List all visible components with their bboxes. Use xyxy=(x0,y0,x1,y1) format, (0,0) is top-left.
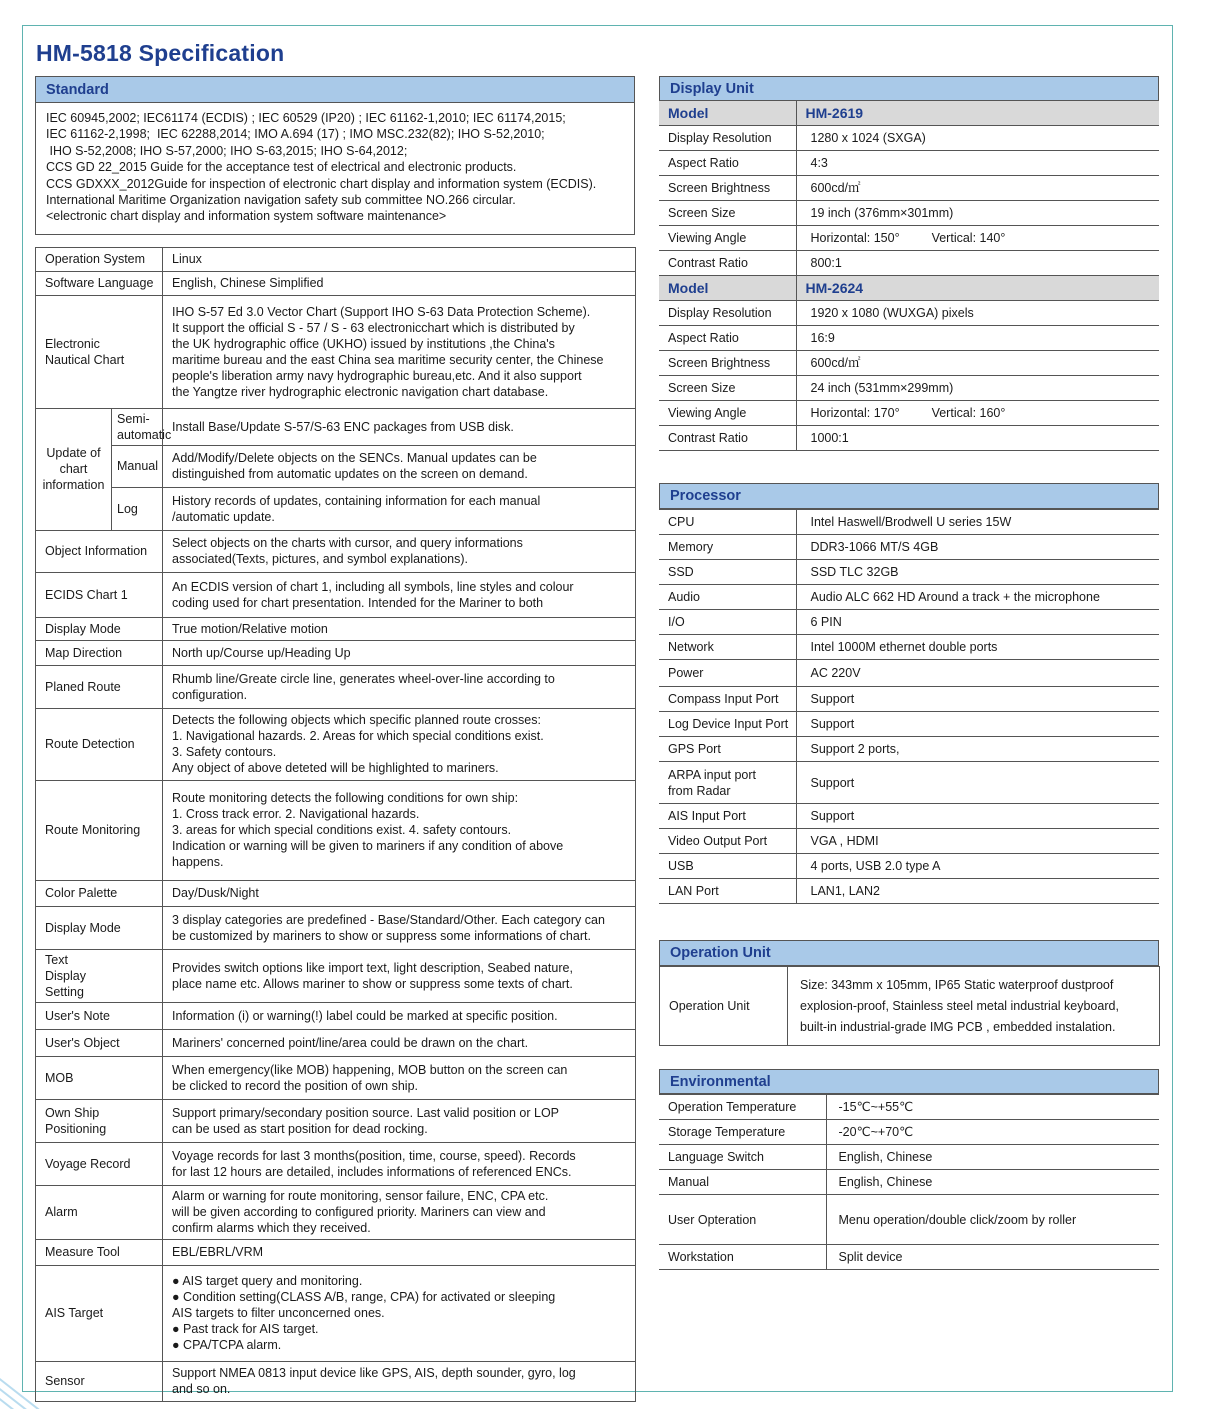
processor-value: Intel Haswell/Brodwell U series 15W xyxy=(796,510,1159,535)
feature-line: 3. areas for which special conditions exist. 4. safety contours. xyxy=(172,823,512,838)
processor-row xyxy=(659,829,1159,854)
feature-line: 1. Cross track error. 2. Navigational hazards. xyxy=(172,807,420,822)
processor-value: 6 PIN xyxy=(796,610,1159,635)
spec-value: 600cd/㎡ xyxy=(796,176,1159,201)
model-name: HM-2619 xyxy=(796,101,1159,126)
feature-label: Display Mode xyxy=(36,617,163,640)
operation-unit-line: Size: 343mm x 105mm, IP65 Static waterproof dustproof xyxy=(800,977,1114,992)
update-line: /automatic update. xyxy=(172,509,275,524)
feature-label: Sensor xyxy=(36,1361,163,1401)
environmental-row xyxy=(659,1170,1159,1195)
spec-label: Display Resolution xyxy=(659,126,796,151)
feature-value xyxy=(163,1029,636,1056)
feature-row xyxy=(36,780,636,880)
feature-line: When emergency(like MOB) happening, MOB button on the screen can xyxy=(172,1062,568,1077)
environmental-label: Workstation xyxy=(659,1245,826,1270)
enc-value xyxy=(163,295,636,408)
feature-value xyxy=(163,1265,636,1361)
feature-row xyxy=(36,880,636,906)
feature-line: Indication or warning will be given to mariners if any condition of above xyxy=(172,839,564,854)
standard-line: <electronic chart display and information system software maintenance> xyxy=(46,209,447,224)
feature-line: will be given according to configured priority. Mariners can view and xyxy=(172,1205,546,1220)
feature-line: Information (i) or warning(!) label could be marked at specific position. xyxy=(172,1008,558,1023)
feature-line: Alarm or warning for route monitoring, sensor failure, ENC, CPA etc. xyxy=(172,1189,549,1204)
processor-value: Support xyxy=(796,712,1159,737)
processor-label: I/O xyxy=(659,610,796,635)
processor-value: Support 2 ports, xyxy=(796,737,1159,762)
feature-value xyxy=(163,530,636,572)
feature-label: Measure Tool xyxy=(36,1239,163,1265)
processor-label: Power xyxy=(659,660,796,687)
feature-value xyxy=(163,708,636,780)
feature-line: for last 12 hours are detailed, includes informations of referenced ENCs. xyxy=(172,1164,572,1179)
feature-line: Rhumb line/Greate circle line, generates wheel-over-line according to xyxy=(172,671,555,686)
feature-line: and so on. xyxy=(172,1382,231,1397)
spec-row xyxy=(659,351,1159,376)
feature-line: Support NMEA 0813 input device like GPS, AIS, depth sounder, gyro, log xyxy=(172,1366,576,1381)
feature-line: place name etc. Allows mariner to show or suppress some texts of chart. xyxy=(172,976,573,991)
feature-label: Map Direction xyxy=(36,640,163,665)
spec-row xyxy=(659,176,1159,201)
operation-unit-section xyxy=(659,940,1159,1046)
standard-line: IEC 61162-2,1998; IEC 62288,2014; IMO A.694 (17) ; IMO MSC.232(82); IHO S-52,2010; xyxy=(46,127,545,142)
processor-row xyxy=(659,804,1159,829)
enc-line: IHO S-57 Ed 3.0 Vector Chart (Support IHO S-63 Data Protection Scheme). xyxy=(172,304,591,319)
feature-row xyxy=(36,1002,636,1029)
spec-row xyxy=(659,376,1159,401)
processor-label: SSD xyxy=(659,560,796,585)
right-column xyxy=(659,76,1159,451)
processor-row xyxy=(659,854,1159,879)
spec-value: 1280 x 1024 (SXGA) xyxy=(796,126,1159,151)
processor-row xyxy=(659,535,1159,560)
processor-table xyxy=(659,509,1159,904)
spec-label: Screen Brightness xyxy=(659,351,796,376)
feature-line: happens. xyxy=(172,855,224,870)
enc-line: the UK hydrographic office (UKHO) issued by institutions ,the China's xyxy=(172,336,555,351)
processor-value: SSD TLC 32GB xyxy=(796,560,1159,585)
feature-label: Planed Route xyxy=(36,665,163,708)
feature-line: True motion/Relative motion xyxy=(172,621,328,636)
page-title: HM-5818 Specification xyxy=(36,40,285,66)
update-line: History records of updates, containing information for each manual xyxy=(172,493,541,508)
feature-value xyxy=(163,640,636,665)
spec-value xyxy=(796,226,1159,251)
update-sub-value xyxy=(163,445,636,487)
processor-row xyxy=(659,510,1159,535)
spec-row xyxy=(659,126,1159,151)
processor-value: Audio ALC 662 HD Around a track + the microphone xyxy=(796,585,1159,610)
processor-label: ARPA input port from Radar xyxy=(659,762,796,804)
processor-value: Support xyxy=(796,687,1159,712)
update-line: Install Base/Update S-57/S-63 ENC packages from USB disk. xyxy=(172,419,514,434)
spec-label: Aspect Ratio xyxy=(659,151,796,176)
feature-label: Own Ship Positioning xyxy=(36,1099,163,1142)
feature-row xyxy=(36,617,636,640)
spec-label: Screen Size xyxy=(659,201,796,226)
software-language-row xyxy=(36,271,636,295)
spec-label: Viewing Angle xyxy=(659,226,796,251)
enc-line: It support the official S - 57 / S - 63 electronicchart which is distributed by xyxy=(172,320,575,335)
update-sub-label: Manual xyxy=(112,445,163,487)
standard-body xyxy=(35,103,635,235)
spec-row xyxy=(659,151,1159,176)
feature-row xyxy=(36,1185,636,1239)
spec-label: Viewing Angle xyxy=(659,401,796,426)
feature-line: Detects the following objects which specific planned route crosses: xyxy=(172,713,541,728)
operation-system-label: Operation System xyxy=(36,247,163,271)
feature-value xyxy=(163,1185,636,1239)
processor-heading: Processor xyxy=(659,483,1159,509)
processor-label: AIS Input Port xyxy=(659,804,796,829)
feature-line: Select objects on the charts with cursor, and query informations xyxy=(172,536,523,551)
feature-row xyxy=(36,665,636,708)
processor-label: Memory xyxy=(659,535,796,560)
environmental-row xyxy=(659,1120,1159,1145)
feature-value xyxy=(163,780,636,880)
feature-line: Mariners' concerned point/line/area could be drawn on the chart. xyxy=(172,1035,529,1050)
feature-row xyxy=(36,708,636,780)
processor-row xyxy=(659,879,1159,904)
feature-line: 1. Navigational hazards. 2. Areas for which special conditions exist. xyxy=(172,729,544,744)
update-label: Update of chart information xyxy=(36,408,112,530)
processor-label: Video Output Port xyxy=(659,829,796,854)
processor-row xyxy=(659,712,1159,737)
spec-value: 1920 x 1080 (WUXGA) pixels xyxy=(796,301,1159,326)
feature-value xyxy=(163,617,636,640)
left-column xyxy=(35,76,635,1402)
processor-value: Intel 1000M ethernet double ports xyxy=(796,635,1159,660)
environmental-value: -20℃~+70℃ xyxy=(826,1120,1159,1145)
enc-row xyxy=(36,295,636,408)
spec-row xyxy=(659,426,1159,451)
feature-label: Route Monitoring xyxy=(36,780,163,880)
feature-line: EBL/EBRL/VRM xyxy=(172,1245,264,1260)
operation-unit-label: Operation Unit xyxy=(660,967,788,1046)
spec-label: Screen Brightness xyxy=(659,176,796,201)
update-sub-label: Semi-automatic xyxy=(112,408,163,445)
processor-label: Log Device Input Port xyxy=(659,712,796,737)
processor-row xyxy=(659,610,1159,635)
feature-line: be customized by mariners to show or suppress some informations of chart. xyxy=(172,928,591,943)
standard-line: CCS GDXXX_2012Guide for inspection of electronic chart display and information system (ECDIS). xyxy=(46,176,597,191)
feature-label: User's Object xyxy=(36,1029,163,1056)
feature-label: ECIDS Chart 1 xyxy=(36,572,163,617)
processor-label: CPU xyxy=(659,510,796,535)
update-sub-value xyxy=(163,408,636,445)
processor-row xyxy=(659,635,1159,660)
feature-row xyxy=(36,640,636,665)
software-language-value: English, Chinese Simplified xyxy=(163,271,636,295)
model-row xyxy=(659,101,1159,126)
processor-row xyxy=(659,585,1159,610)
processor-row xyxy=(659,737,1159,762)
feature-line: AIS targets to filter unconcerned ones. xyxy=(172,1306,385,1321)
feature-row xyxy=(36,530,636,572)
processor-row xyxy=(659,560,1159,585)
processor-section xyxy=(659,483,1159,904)
operation-unit-value xyxy=(788,967,1160,1046)
feature-label: AIS Target xyxy=(36,1265,163,1361)
feature-row xyxy=(36,1239,636,1265)
update-row xyxy=(36,408,636,445)
feature-value xyxy=(163,665,636,708)
feature-line: ● Condition setting(CLASS A/B, range, CPA) for activated or sleeping xyxy=(172,1290,556,1305)
environmental-row xyxy=(659,1245,1159,1270)
feature-row xyxy=(36,949,636,1002)
operation-unit-line: built-in industrial-grade IMG PCB , embedded instalation. xyxy=(800,1019,1116,1034)
environmental-table xyxy=(659,1094,1159,1270)
standard-line: IHO S-52,2008; IHO S-57,2000; IHO S-63,2015; IHO S-64,2012; xyxy=(46,143,408,158)
spec-value: 1000:1 xyxy=(796,426,1159,451)
feature-row xyxy=(36,1029,636,1056)
spec-value xyxy=(796,401,1159,426)
processor-value: 4 ports, USB 2.0 type A xyxy=(796,854,1159,879)
model-label: Model xyxy=(659,276,796,301)
operation-system-value: Linux xyxy=(163,247,636,271)
feature-value xyxy=(163,880,636,906)
update-sub-value xyxy=(163,487,636,530)
spec-value: 16:9 xyxy=(796,326,1159,351)
processor-label: GPS Port xyxy=(659,737,796,762)
spec-value: 4:3 xyxy=(796,151,1159,176)
feature-row xyxy=(36,1099,636,1142)
enc-label: Electronic Nautical Chart xyxy=(36,295,163,408)
update-line: distinguished from automatic updates on the screen on demand. xyxy=(172,467,528,482)
feature-line: coding used for chart presentation. Intended for the Mariner to both xyxy=(172,595,544,610)
feature-line: confirm alarms which they received. xyxy=(172,1221,371,1236)
environmental-label: Operation Temperature xyxy=(659,1095,826,1120)
environmental-row xyxy=(659,1095,1159,1120)
environmental-value: English, Chinese xyxy=(826,1170,1159,1195)
feature-line: can be used as start position for dead rocking. xyxy=(172,1121,428,1136)
operation-unit-line: explosion-proof, Stainless steel metal industrial keyboard, xyxy=(800,998,1119,1013)
feature-label: Color Palette xyxy=(36,880,163,906)
processor-value: AC 220V xyxy=(796,660,1159,687)
feature-row xyxy=(36,1056,636,1099)
feature-label: Object Information xyxy=(36,530,163,572)
processor-label: Network xyxy=(659,635,796,660)
standard-line: IEC 60945,2002; IEC61174 (ECDIS) ; IEC 60529 (IP20) ; IEC 61162-1,2010; IEC 61174,2015; xyxy=(46,111,566,125)
feature-label: Route Detection xyxy=(36,708,163,780)
feature-row xyxy=(36,572,636,617)
feature-label: Text Display Setting xyxy=(36,949,163,1002)
standard-line: International Maritime Organization navigation safety sub committee NO.266 circular. xyxy=(46,193,516,208)
feature-line: ● CPA/TCPA alarm. xyxy=(172,1338,282,1353)
processor-value: Support xyxy=(796,762,1159,804)
environmental-section xyxy=(659,1069,1159,1270)
spec-row xyxy=(659,251,1159,276)
update-row xyxy=(36,487,636,530)
display-unit-heading: Display Unit xyxy=(659,76,1159,100)
feature-label: Alarm xyxy=(36,1185,163,1239)
update-sub-label: Log xyxy=(112,487,163,530)
spec-value: 19 inch (376mm×301mm) xyxy=(796,201,1159,226)
feature-line: North up/Course up/Heading Up xyxy=(172,645,351,660)
spec-row xyxy=(659,301,1159,326)
standard-line: CCS GD 22_2015 Guide for the acceptance test of electrical and electronic products. xyxy=(46,160,517,175)
environmental-value: English, Chinese xyxy=(826,1145,1159,1170)
spec-label: Aspect Ratio xyxy=(659,326,796,351)
spec-row xyxy=(659,326,1159,351)
viewing-vertical: Vertical: 140° xyxy=(931,231,1006,245)
processor-label: LAN Port xyxy=(659,879,796,904)
feature-line: An ECDIS version of chart 1, including all symbols, line styles and colour xyxy=(172,579,574,594)
feature-line: Provides switch options like import text, light description, Seabed nature, xyxy=(172,960,573,975)
operation-system-row xyxy=(36,247,636,271)
viewing-horizontal: Horizontal: 170° xyxy=(810,406,900,420)
feature-label: Display Mode xyxy=(36,906,163,949)
feature-value xyxy=(163,906,636,949)
feature-line: Day/Dusk/Night xyxy=(172,886,259,901)
feature-value xyxy=(163,1099,636,1142)
environmental-heading: Environmental xyxy=(659,1069,1159,1094)
corner-decoration xyxy=(0,1370,40,1409)
feature-row xyxy=(36,1265,636,1361)
viewing-vertical: Vertical: 160° xyxy=(931,406,1006,420)
feature-row xyxy=(36,1361,636,1401)
feature-line: Support primary/secondary position source. Last valid position or LOP xyxy=(172,1105,560,1120)
processor-value: VGA , HDMI xyxy=(796,829,1159,854)
environmental-value: Menu operation/double click/zoom by roller xyxy=(826,1195,1159,1245)
processor-value: Support xyxy=(796,804,1159,829)
spec-row xyxy=(659,401,1159,426)
model-label: Model xyxy=(659,101,796,126)
feature-value xyxy=(163,1002,636,1029)
processor-value: LAN1, LAN2 xyxy=(796,879,1159,904)
display-unit-table xyxy=(659,100,1159,451)
feature-label: Voyage Record xyxy=(36,1142,163,1185)
feature-value xyxy=(163,1361,636,1401)
processor-label: Compass Input Port xyxy=(659,687,796,712)
feature-value xyxy=(163,949,636,1002)
spec-label: Contrast Ratio xyxy=(659,426,796,451)
operation-unit-table xyxy=(659,966,1160,1046)
feature-value xyxy=(163,1239,636,1265)
model-name: HM-2624 xyxy=(796,276,1159,301)
feature-label: MOB xyxy=(36,1056,163,1099)
environmental-row xyxy=(659,1145,1159,1170)
feature-value xyxy=(163,572,636,617)
feature-line: Voyage records for last 3 months(position, time, course, speed). Records xyxy=(172,1148,576,1163)
enc-line: maritime bureau and the east China sea maritime security center, the Chinese xyxy=(172,352,604,367)
update-row xyxy=(36,445,636,487)
feature-row xyxy=(36,906,636,949)
spec-row xyxy=(659,201,1159,226)
feature-line: configuration. xyxy=(172,687,248,702)
enc-line: the Yangtze river hydrographic electronic navigation chart database. xyxy=(172,384,549,399)
feature-value xyxy=(163,1142,636,1185)
spec-value: 600cd/㎡ xyxy=(796,351,1159,376)
processor-label: Audio xyxy=(659,585,796,610)
operation-unit-heading: Operation Unit xyxy=(659,940,1159,966)
feature-line: associated(Texts, pictures, and symbol explanations). xyxy=(172,552,468,567)
processor-label: USB xyxy=(659,854,796,879)
feature-line: 3 display categories are predefined - Base/Standard/Other. Each category can xyxy=(172,912,605,927)
environmental-label: Manual xyxy=(659,1170,826,1195)
feature-line: be clicked to record the position of own ship. xyxy=(172,1078,418,1093)
feature-label: User's Note xyxy=(36,1002,163,1029)
spec-label: Display Resolution xyxy=(659,301,796,326)
spec-value: 800:1 xyxy=(796,251,1159,276)
spec-label: Screen Size xyxy=(659,376,796,401)
enc-line: people's liberation army navy hydrographic bureau,etc. And it also support xyxy=(172,368,582,383)
feature-value xyxy=(163,1056,636,1099)
software-language-label: Software Language xyxy=(36,271,163,295)
environmental-row xyxy=(659,1195,1159,1245)
feature-row xyxy=(36,1142,636,1185)
model-row xyxy=(659,276,1159,301)
processor-row xyxy=(659,660,1159,687)
feature-line: Any object of above deteted will be highlighted to mariners. xyxy=(172,761,499,776)
spec-row xyxy=(659,226,1159,251)
feature-line: 3. Safety contours. xyxy=(172,745,277,760)
viewing-horizontal: Horizontal: 150° xyxy=(810,231,900,245)
environmental-value: Split device xyxy=(826,1245,1159,1270)
feature-line: ● Past track for AIS target. xyxy=(172,1322,319,1337)
spec-label: Contrast Ratio xyxy=(659,251,796,276)
processor-value: DDR3-1066 MT/S 4GB xyxy=(796,535,1159,560)
processor-row xyxy=(659,687,1159,712)
environmental-label: Storage Temperature xyxy=(659,1120,826,1145)
processor-row xyxy=(659,762,1159,804)
environmental-value: -15℃~+55℃ xyxy=(826,1095,1159,1120)
environmental-label: User Opteration xyxy=(659,1195,826,1245)
update-line: Add/Modify/Delete objects on the SENCs. Manual updates can be xyxy=(172,451,537,466)
feature-line: Route monitoring detects the following conditions for own ship: xyxy=(172,791,519,806)
standard-heading: Standard xyxy=(35,76,635,103)
environmental-label: Language Switch xyxy=(659,1145,826,1170)
feature-line: ● AIS target query and monitoring. xyxy=(172,1274,363,1289)
features-table xyxy=(35,247,636,1402)
spec-value: 24 inch (531mm×299mm) xyxy=(796,376,1159,401)
